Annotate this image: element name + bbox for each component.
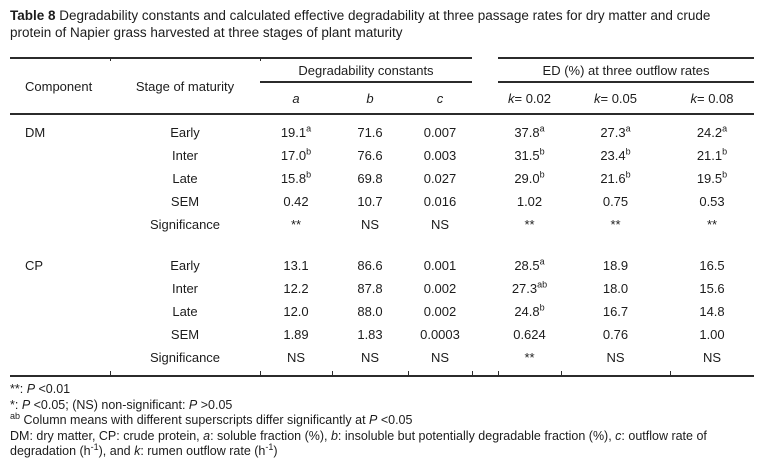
cell-stage: Late	[172, 171, 198, 186]
cell-stage: Early	[170, 258, 200, 273]
footnote-line: *: P <0.05; (NS) non-significant: P >0.05	[10, 397, 233, 412]
subheader-c: c	[436, 90, 444, 106]
cell-value: 71.6	[357, 125, 383, 140]
column-border-tick	[670, 371, 671, 375]
cell-value: 1.02	[516, 194, 543, 209]
cell-value: **	[290, 217, 302, 232]
footnote-line: **: P <0.01	[10, 382, 71, 396]
cell-value: **	[706, 217, 718, 232]
cell-value: 0.002	[423, 304, 457, 319]
cell-value: 13.1	[283, 258, 309, 273]
cell-stage: Significance	[149, 217, 221, 232]
cell-value: 0.016	[423, 194, 457, 209]
cell-value: 87.8	[357, 281, 383, 296]
cell-stage: Late	[172, 304, 198, 319]
cell-value: 19.5$^b$	[696, 169, 728, 186]
table-row	[10, 213, 754, 236]
cell-value: 29.0$^b$	[514, 169, 545, 186]
cell-value: NS	[360, 217, 380, 232]
column-border-tick	[408, 371, 409, 375]
header-stage: Stage of maturity	[110, 57, 260, 113]
cell-value: **	[610, 217, 621, 232]
data-table	[10, 57, 754, 377]
cell-value: 0.007	[423, 125, 457, 140]
cell-component: DM	[25, 125, 46, 140]
cell-value: NS	[360, 350, 380, 365]
cell-value: 0.76	[602, 327, 629, 342]
column-border-tick	[110, 57, 111, 61]
subheader-k002: k = 0.02	[507, 90, 551, 106]
column-border-tick	[498, 371, 499, 375]
cell-value: 0.53	[699, 194, 725, 209]
cell-value: 19.1$^a$	[280, 123, 312, 140]
cell-value: 88.0	[357, 304, 383, 319]
cell-value: 69.8	[357, 171, 383, 186]
header-component: Component	[10, 57, 110, 113]
cell-value: 76.6	[357, 148, 383, 163]
cell-value: 37.8$^a$	[514, 123, 545, 140]
cell-value: NS	[430, 350, 450, 365]
cell-value: 31.5$^b$	[514, 146, 545, 163]
cell-value: 16.7	[602, 304, 629, 319]
footnotes	[10, 382, 754, 460]
table-row	[10, 167, 754, 190]
cell-value: 18.9	[602, 258, 629, 273]
table-caption	[10, 7, 718, 41]
column-border-tick	[472, 371, 473, 375]
cell-value: 17.0$^b$	[280, 146, 312, 163]
cell-value: 0.75	[602, 194, 629, 209]
cell-stage: SEM	[170, 327, 200, 342]
table-header	[10, 57, 754, 115]
cell-value: 0.003	[423, 148, 457, 163]
cell-value: NS	[606, 350, 625, 365]
cell-stage: Significance	[149, 350, 221, 365]
table-row	[10, 254, 754, 277]
cell-value: 0.624	[513, 327, 546, 342]
cell-value: 27.3$^{ab}$	[511, 279, 548, 296]
column-border-tick	[110, 371, 111, 375]
table-row	[10, 346, 754, 369]
cell-value: 0.001	[423, 258, 457, 273]
caption-text: Degradability constants and calculated effective degradability at three passage rates for dry matter and crude protein of Napier grass harvested at three stages of plant maturity	[10, 8, 711, 40]
cell-value: 16.5	[699, 258, 725, 273]
cell-value: NS	[430, 217, 450, 232]
table-row	[10, 190, 754, 213]
cell-value: 12.2	[283, 281, 309, 296]
cell-stage: Inter	[171, 281, 198, 296]
footnote-line: DM: dry matter, CP: crude protein, a: soluble fraction (%), b: insoluble but potentially degradable fraction (%), c: outflow rate of degradation $(h^{-1})$, and k: rumen outflow rate $(h^{-1})$	[10, 428, 707, 458]
table-row	[10, 300, 754, 323]
cell-value: 10.7	[357, 194, 383, 209]
footnote-line: $^{ab}$ Column means with different superscripts differ significantly at P <0.05	[10, 410, 413, 427]
cell-value: 1.83	[357, 327, 383, 342]
cell-value: 21.1$^b$	[696, 146, 728, 163]
table-row	[10, 121, 754, 144]
column-border-tick	[260, 371, 261, 375]
subheader-k008: k = 0.08	[690, 90, 734, 106]
subheader-b: b	[366, 90, 374, 106]
cell-stage: SEM	[170, 194, 200, 209]
cell-value: 12.0	[283, 304, 309, 319]
cell-value: 23.4$^b$	[600, 146, 631, 163]
column-border-tick	[260, 57, 261, 61]
subheader-k005: k = 0.05	[593, 90, 637, 106]
section-gap	[10, 236, 754, 254]
cell-value: 24.8$^b$	[514, 302, 545, 319]
cell-value: 27.3$^a$	[600, 123, 631, 140]
column-border-tick	[561, 371, 562, 375]
cell-value: NS	[286, 350, 306, 365]
cell-component: CP	[25, 258, 44, 273]
cell-value: 21.6$^b$	[600, 169, 631, 186]
cell-value: 0.027	[423, 171, 457, 186]
table-row	[10, 277, 754, 300]
header-group-degradability-constants: Degradability constants	[260, 57, 472, 83]
cell-value: **	[524, 217, 535, 232]
cell-value: 1.89	[283, 327, 309, 342]
cell-value: 14.8	[699, 304, 725, 319]
cell-stage: Early	[170, 125, 200, 140]
table-row	[10, 144, 754, 167]
cell-stage: Inter	[171, 148, 198, 163]
cell-value: 15.8$^b$	[280, 169, 312, 186]
cell-value: 0.002	[423, 281, 457, 296]
cell-value: 28.5$^a$	[514, 256, 545, 273]
table-body	[10, 115, 754, 377]
cell-value: 86.6	[357, 258, 383, 273]
header-group-gap	[472, 57, 498, 83]
cell-value: 0.0003	[420, 327, 460, 342]
subheader-a: a	[292, 90, 300, 106]
cell-value: **	[524, 350, 535, 365]
cell-value: NS	[702, 350, 722, 365]
column-border-tick	[332, 371, 333, 375]
table-row	[10, 323, 754, 346]
cell-value: 18.0	[602, 281, 629, 296]
header-group-ed-outflow-rates: ED (%) at three outflow rates	[498, 57, 754, 83]
cell-value: 15.6	[699, 281, 725, 296]
cell-value: 1.00	[699, 327, 725, 342]
cell-value: 0.42	[283, 194, 309, 209]
cell-value: 24.2$^a$	[696, 123, 728, 140]
caption-label: Table 8	[10, 8, 56, 23]
